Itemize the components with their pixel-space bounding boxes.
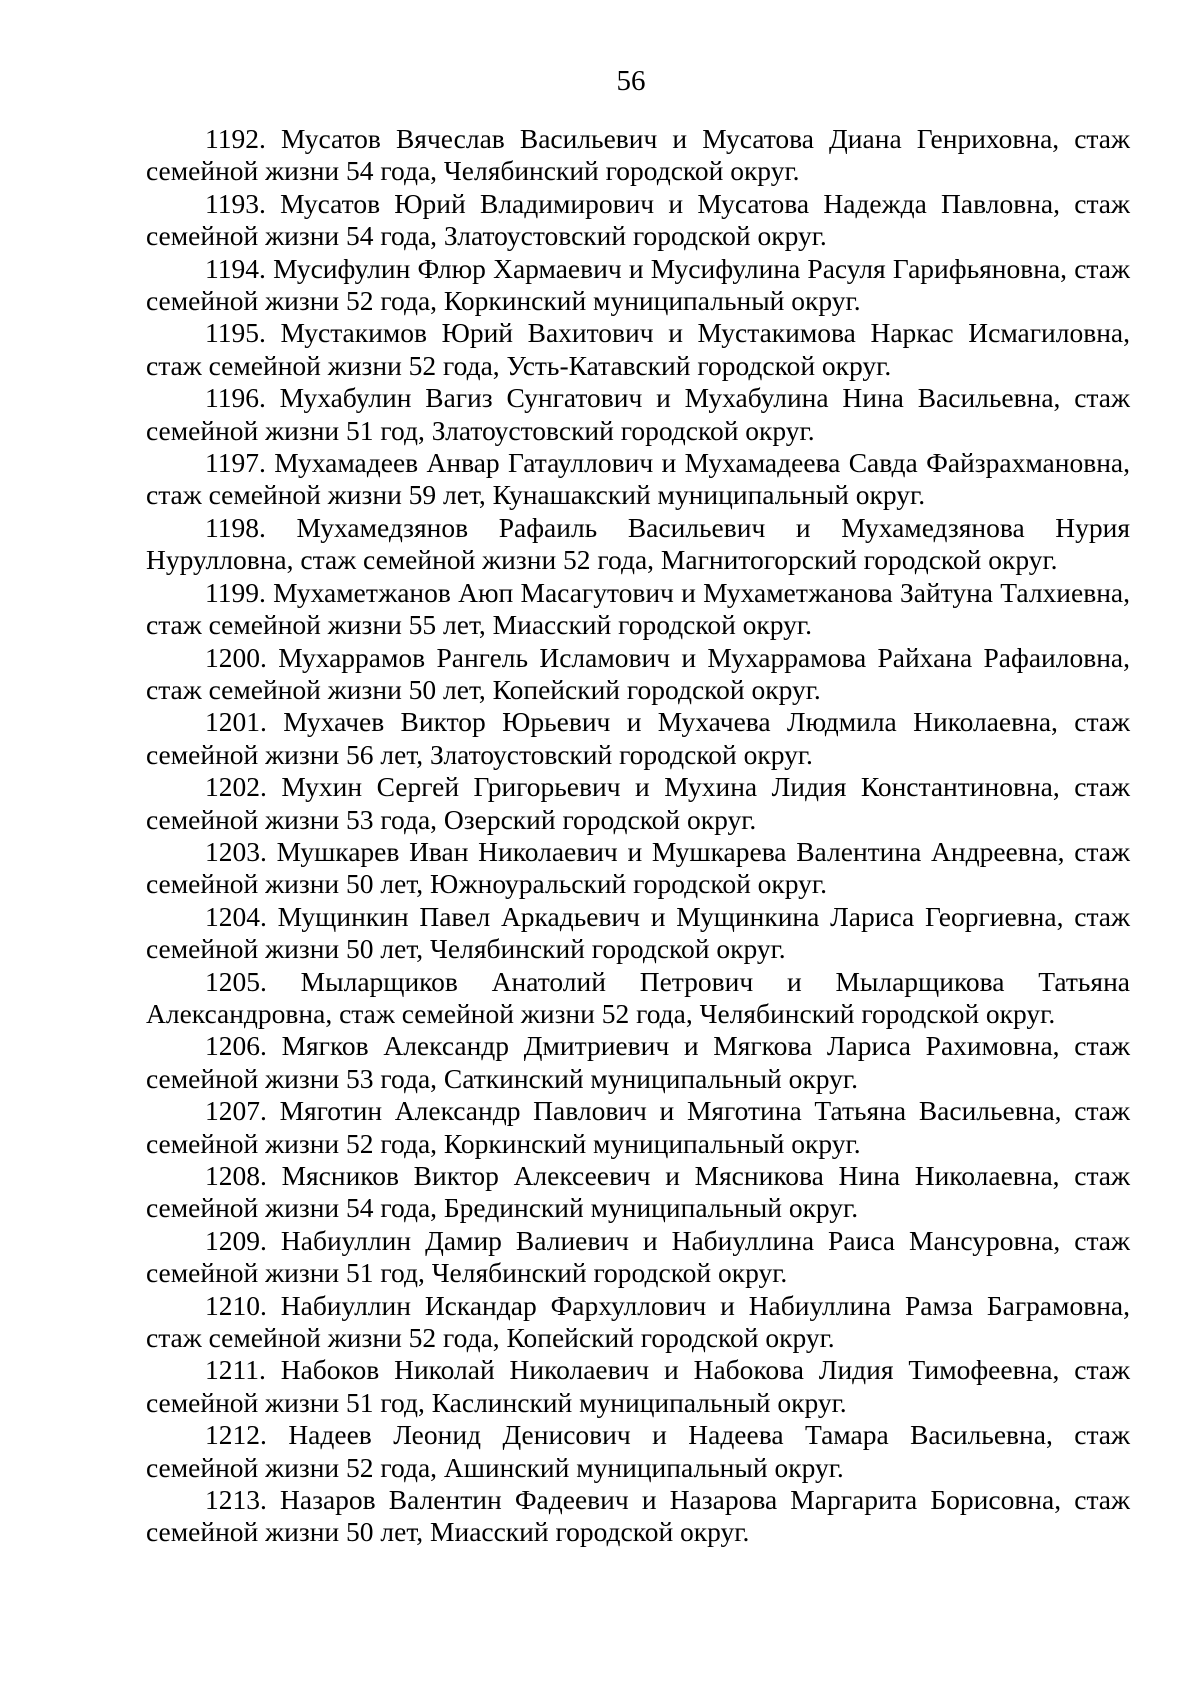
entry-text: Мухамадеев Анвар Гатауллович и Мухамадеева Савда Файзрахмановна, стаж семейной жизни 59 лет, Кунашакский муниципальный округ. xyxy=(146,447,1130,511)
entry-text: Назаров Валентин Фадеевич и Назарова Маргарита Борисовна, стаж семейной жизни 50 лет, Миасский городской округ. xyxy=(146,1484,1131,1548)
entry-number: 1203. xyxy=(205,835,267,867)
list-item xyxy=(146,1160,1130,1225)
entry-number: 1210. xyxy=(205,1289,267,1321)
list-item xyxy=(146,966,1130,1031)
entry-text: Мухамедзянов Рафаиль Васильевич и Мухамедзянова Нурия Нурулловна, стаж семейной жизни 52 года, Магнитогорский городской округ. xyxy=(146,511,1131,576)
entry-number: 1208. xyxy=(205,1160,267,1191)
list-item xyxy=(146,706,1130,771)
entry-number: 1211. xyxy=(205,1354,266,1386)
entry-number: 1204. xyxy=(205,900,267,932)
list-item xyxy=(146,1484,1130,1549)
entry-number: 1209. xyxy=(205,1224,267,1256)
entry-text: Набиуллин Искандар Фархуллович и Набиуллина Рамза Баграмовна, стаж семейной жизни 52 года, Копейский городской округ. xyxy=(146,1289,1130,1354)
entry-text: Мущинкин Павел Аркадьевич и Мущинкина Лариса Георгиевна, стаж семейной жизни 50 лет, Челябинский городской округ. xyxy=(146,900,1130,965)
list-item xyxy=(146,317,1130,382)
entry-text: Мяготин Александр Павлович и Мяготина Татьяна Васильевна, стаж семейной жизни 52 года, Коркинский муниципальный округ. xyxy=(146,1095,1130,1159)
entry-number: 1202. xyxy=(205,771,267,803)
list-item xyxy=(146,253,1130,318)
entry-number: 1206. xyxy=(205,1030,267,1062)
list-item xyxy=(146,123,1130,188)
list-item xyxy=(146,1290,1130,1355)
list-item xyxy=(146,1354,1130,1419)
entry-number: 1192. xyxy=(205,123,266,154)
entry-text: Мухин Сергей Григорьевич и Мухина Лидия Константиновна, стаж семейной жизни 53 года, Озерский городской округ. xyxy=(146,771,1131,835)
list-item xyxy=(146,642,1130,707)
entry-text: Мустакимов Юрий Вахитович и Мустакимова Наркас Исмагиловна, стаж семейной жизни 52 года, Усть-Катавский городской округ. xyxy=(146,317,1130,381)
entry-number: 1197. xyxy=(205,447,266,479)
entry-number: 1199. xyxy=(205,576,266,608)
list-item xyxy=(146,447,1130,512)
entry-text: Мусатов Юрий Владимирович и Мусатова Надежда Павловна, стаж семейной жизни 54 года, Златоустовский городской округ. xyxy=(146,187,1130,252)
entry-list xyxy=(146,123,1130,1549)
list-item xyxy=(146,1419,1130,1484)
list-item xyxy=(146,901,1130,966)
list-item xyxy=(146,836,1130,901)
list-item xyxy=(146,1095,1130,1160)
entry-text: Мусатов Вячеслав Васильевич и Мусатова Диана Генриховна, стаж семейной жизни 54 года, Челябинский городской округ. xyxy=(146,123,1130,187)
entry-text: Мягков Александр Дмитриевич и Мягкова Лариса Рахимовна, стаж семейной жизни 53 года, Саткинский муниципальный округ. xyxy=(146,1030,1131,1094)
page-number: 56 xyxy=(616,65,646,97)
entry-number: 1198. xyxy=(205,511,266,543)
entry-text: Мухаметжанов Аюп Масагутович и Мухаметжанова Зайтуна Талхиевна, стаж семейной жизни 55 лет, Миасский городской округ. xyxy=(146,576,1130,641)
list-item xyxy=(146,577,1130,642)
entry-text: Набоков Николай Николаевич и Набокова Лидия Тимофеевна, стаж семейной жизни 51 год, Каслинский муниципальный округ. xyxy=(146,1354,1131,1418)
entry-text: Набиуллин Дамир Валиевич и Набиуллина Раиса Мансуровна, стаж семейной жизни 51 год, Челябинский городской округ. xyxy=(146,1224,1131,1289)
entry-number: 1195. xyxy=(205,317,266,349)
entry-number: 1207. xyxy=(205,1095,267,1127)
entry-number: 1194. xyxy=(205,252,266,284)
list-item xyxy=(146,512,1130,577)
entry-number: 1200. xyxy=(205,641,267,673)
list-item xyxy=(146,1225,1130,1290)
entry-text: Мухаррамов Рангель Исламович и Мухаррамова Райхана Рафаиловна, стаж семейной жизни 50 лет, Копейский городской округ. xyxy=(146,641,1131,705)
entry-number: 1196. xyxy=(205,382,266,414)
entry-text: Мясников Виктор Алексеевич и Мясникова Нина Николаевна, стаж семейной жизни 54 года, Брединский муниципальный округ. xyxy=(146,1160,1131,1224)
entry-text: Мыларщиков Анатолий Петрович и Мыларщикова Татьяна Александровна, стаж семейной жизни 52 года, Челябинский городской округ. xyxy=(146,965,1131,1029)
list-item xyxy=(146,188,1130,253)
entry-number: 1201. xyxy=(205,706,267,738)
entry-text: Надеев Леонид Денисович и Надеева Тамара Васильевна, стаж семейной жизни 52 года, Ашинский муниципальный округ. xyxy=(146,1419,1131,1483)
list-item xyxy=(146,382,1130,447)
entry-text: Мухабулин Вагиз Сунгатович и Мухабулина Нина Васильевна, стаж семейной жизни 51 год, Златоустовский городской округ. xyxy=(146,382,1130,446)
entry-text: Мушкарев Иван Николаевич и Мушкарева Валентина Андреевна, стаж семейной жизни 50 лет, Южноуральский городской округ. xyxy=(146,835,1130,900)
entry-text: Мусифулин Флюр Хармаевич и Мусифулина Расуля Гарифьяновна, стаж семейной жизни 52 года, Коркинский муниципальный округ. xyxy=(146,252,1130,317)
entry-number: 1193. xyxy=(205,187,266,219)
entry-text: Мухачев Виктор Юрьевич и Мухачева Людмила Николаевна, стаж семейной жизни 56 лет, Златоустовский городской округ. xyxy=(146,706,1131,770)
entry-number: 1212. xyxy=(205,1419,267,1451)
list-item xyxy=(146,1030,1130,1095)
entry-number: 1205. xyxy=(205,965,267,997)
list-item xyxy=(146,771,1130,836)
entry-number: 1213. xyxy=(205,1484,267,1516)
